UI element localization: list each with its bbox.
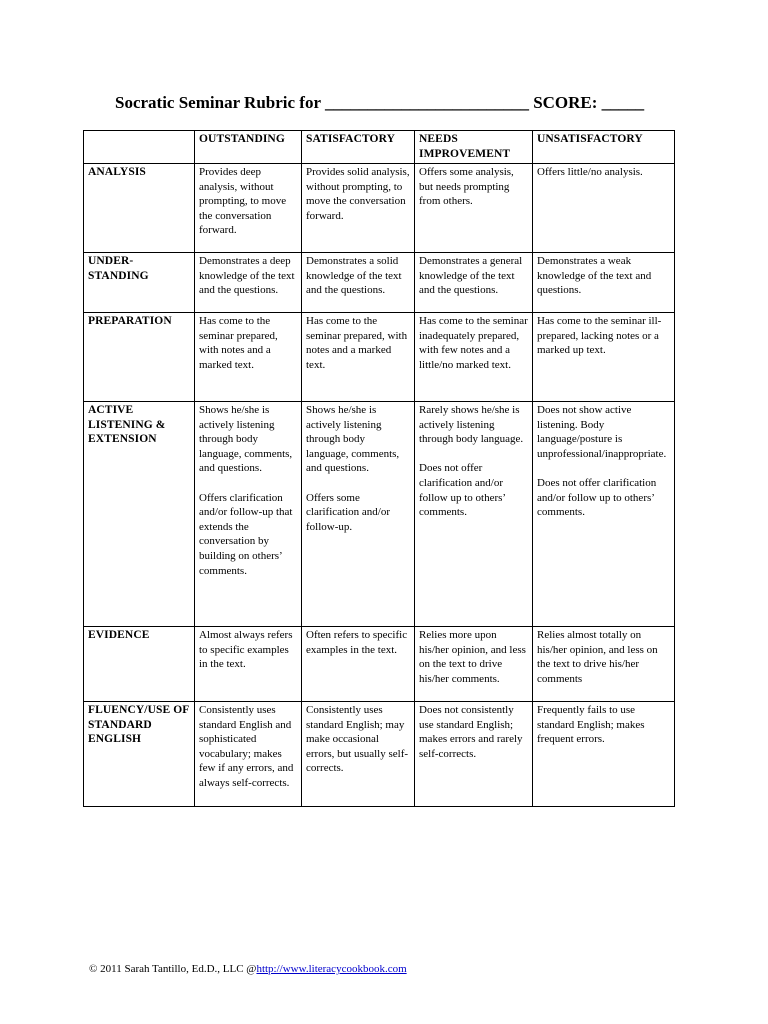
cell-needs-improvement: Rarely shows he/she is actively listening through body language. Does not offer clarification and/or follow up to others’ comments. <box>415 402 533 627</box>
header-cell-satisfactory: SATISFACTORY <box>302 131 415 164</box>
copyright-text: © 2011 Sarah Tantillo, Ed.D., LLC @ <box>89 963 257 975</box>
cell-outstanding: Demonstrates a deep knowledge of the text and the questions. <box>195 253 302 313</box>
header-cell-criterion <box>84 131 195 164</box>
page-title: Socratic Seminar Rubric for ________________________ SCORE: _____ <box>115 93 645 112</box>
table-row <box>84 313 675 402</box>
header-cell-outstanding: OUTSTANDING <box>195 131 302 164</box>
cell-outstanding: Shows he/she is actively listening through body language, comments, and questions. Offers clarification and/or follow-up that extends the conversation by building on others’ comments. <box>195 402 302 627</box>
table-row <box>84 253 675 313</box>
criterion-cell: ACTIVE LISTENING & EXTENSION <box>84 402 195 627</box>
criterion-cell: UNDER-STANDING <box>84 253 195 313</box>
header-cell-unsatisfactory: UNSATISFACTORY <box>533 131 675 164</box>
criterion-cell: ANALYSIS <box>84 164 195 253</box>
rubric-table <box>83 130 675 807</box>
criterion-cell: FLUENCY/USE OF STANDARD ENGLISH <box>84 702 195 807</box>
criterion-cell: PREPARATION <box>84 313 195 402</box>
cell-needs-improvement: Relies more upon his/her opinion, and less on the text to drive his/her comments. <box>415 627 533 702</box>
cell-outstanding: Has come to the seminar prepared, with notes and a marked text. <box>195 313 302 402</box>
table-row <box>84 402 675 627</box>
cell-needs-improvement: Offers some analysis, but needs prompting from others. <box>415 164 533 253</box>
cell-unsatisfactory: Demonstrates a weak knowledge of the text and questions. <box>533 253 675 313</box>
cell-unsatisfactory: Offers little/no analysis. <box>533 164 675 253</box>
cell-needs-improvement: Demonstrates a general knowledge of the text and the questions. <box>415 253 533 313</box>
cell-outstanding: Almost always refers to specific examples in the text. <box>195 627 302 702</box>
cell-satisfactory: Often refers to specific examples in the text. <box>302 627 415 702</box>
cell-unsatisfactory: Relies almost totally on his/her opinion, and less on the text to drive his/her comments <box>533 627 675 702</box>
cell-unsatisfactory: Does not show active listening. Body language/posture is unprofessional/inappropriate. Does not offer clarification and/or follow up to others’ comments. <box>533 402 675 627</box>
cell-unsatisfactory: Has come to the seminar ill-prepared, lacking notes or a marked up text. <box>533 313 675 402</box>
cell-outstanding: Provides deep analysis, without prompting, to move the conversation forward. <box>195 164 302 253</box>
table-row <box>84 627 675 702</box>
cell-satisfactory: Provides solid analysis, without prompting, to move the conversation forward. <box>302 164 415 253</box>
cell-satisfactory: Has come to the seminar prepared, with notes and a marked text. <box>302 313 415 402</box>
cell-satisfactory: Consistently uses standard English; may make occasional errors, but usually self-corrects. <box>302 702 415 807</box>
header-cell-needs-improvement: NEEDS IMPROVEMENT <box>415 131 533 164</box>
cell-needs-improvement: Does not consistently use standard English; makes errors and rarely self-corrects. <box>415 702 533 807</box>
cell-satisfactory: Shows he/she is actively listening through body language, comments, and questions. Offers some clarification and/or follow-up. <box>302 402 415 627</box>
cell-needs-improvement: Has come to the seminar inadequately prepared, with few notes and a little/no marked text. <box>415 313 533 402</box>
footer-copyright <box>89 963 407 975</box>
header-row <box>84 131 675 164</box>
literacy-cookbook-link[interactable]: http://www.literacycookbook.com <box>256 963 407 975</box>
cell-satisfactory: Demonstrates a solid knowledge of the text and the questions. <box>302 253 415 313</box>
cell-outstanding: Consistently uses standard English and sophisticated vocabulary; makes few if any errors, and always self-corrects. <box>195 702 302 807</box>
table-row <box>84 164 675 253</box>
table-row <box>84 702 675 807</box>
criterion-cell: EVIDENCE <box>84 627 195 702</box>
cell-unsatisfactory: Frequently fails to use standard English; makes frequent errors. <box>533 702 675 807</box>
